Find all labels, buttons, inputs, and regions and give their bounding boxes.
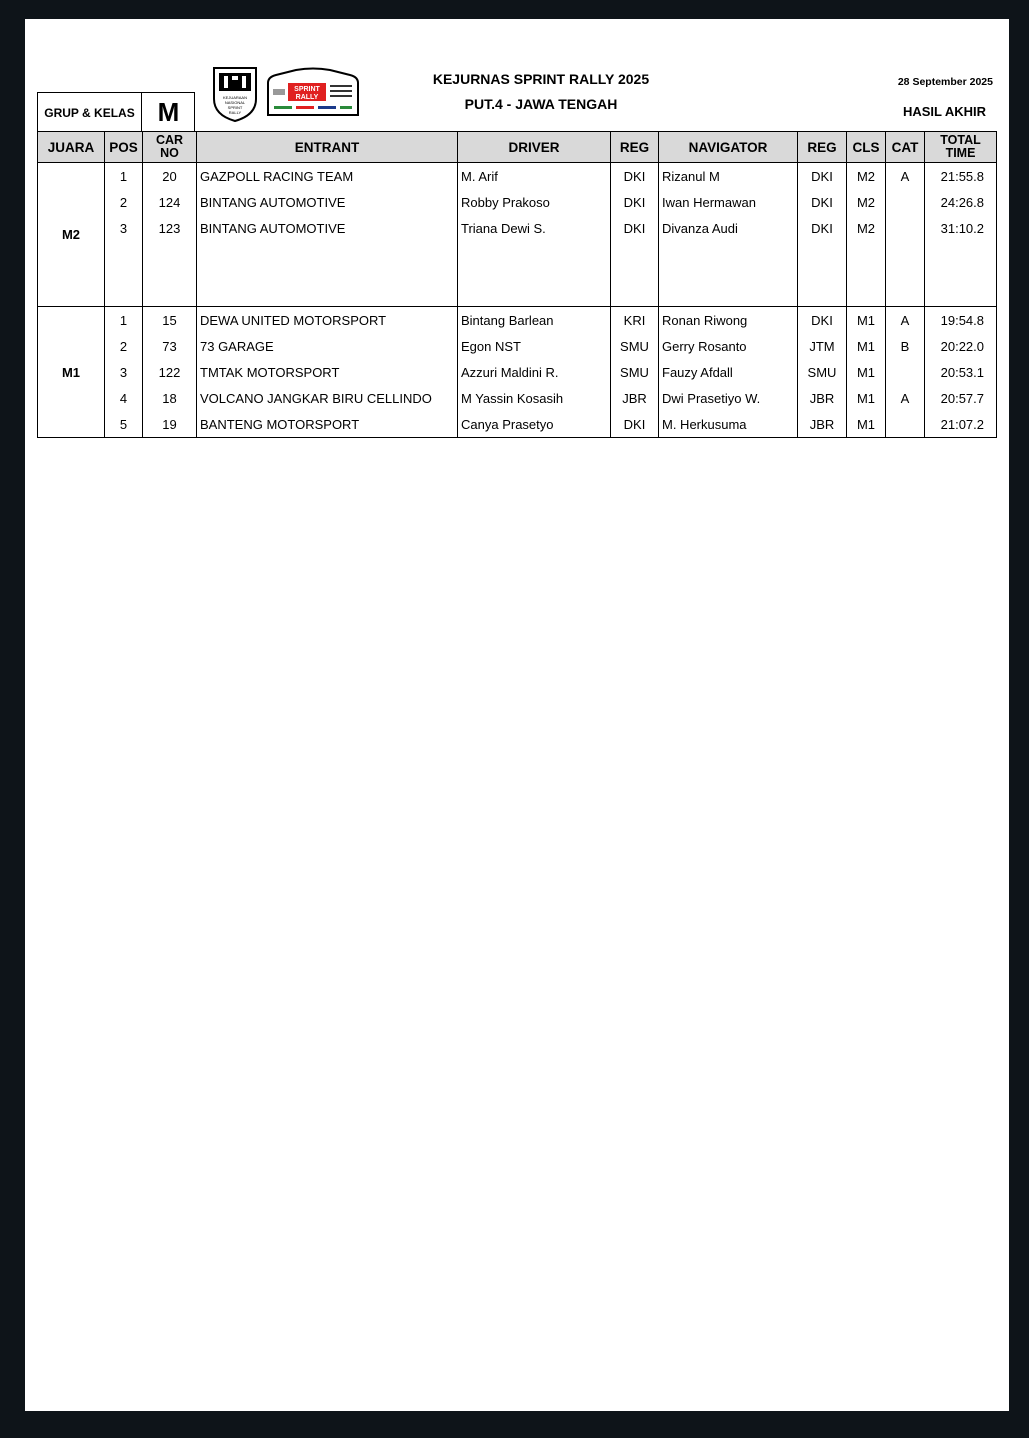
pos-cell: 3 <box>105 359 143 385</box>
entrant-cell: BANTENG MOTORSPORT <box>197 411 458 438</box>
reg-cell: SMU <box>798 359 847 385</box>
cls-cell: M1 <box>847 333 886 359</box>
cat-cell: B <box>886 333 925 359</box>
col-reg-navigator: REG <box>798 132 847 163</box>
svg-text:RALLY: RALLY <box>295 94 319 101</box>
time-cell: 21:07.2 <box>925 411 997 438</box>
svg-text:RALLY: RALLY <box>228 110 242 115</box>
car-cell: 123 <box>143 215 197 241</box>
kejurnas-logo <box>210 65 260 123</box>
navigator-cell: Iwan Hermawan <box>659 189 798 215</box>
col-navigator: NAVIGATOR <box>659 132 798 163</box>
time-cell: 21:55.8 <box>925 163 997 190</box>
time-cell: 19:54.8 <box>925 307 997 334</box>
reg-cell: DKI <box>798 163 847 190</box>
table-row <box>38 385 997 411</box>
car-cell: 20 <box>143 163 197 190</box>
table-row <box>38 215 997 241</box>
event-subtitle: PUT.4 - JAWA TENGAH <box>464 96 618 112</box>
entrant-cell: TMTAK MOTORSPORT <box>197 359 458 385</box>
driver-cell: Azzuri Maldini R. <box>458 359 611 385</box>
entrant-cell: BINTANG AUTOMOTIVE <box>197 215 458 241</box>
car-cell: 15 <box>143 307 197 334</box>
pos-cell: 1 <box>105 307 143 334</box>
pos-cell: 5 <box>105 411 143 438</box>
reg-cell: KRI <box>611 307 659 334</box>
entrant-cell: VOLCANO JANGKAR BIRU CELLINDO <box>197 385 458 411</box>
pos-cell: 2 <box>105 333 143 359</box>
juara-cell: M2 <box>38 163 105 307</box>
time-cell: 24:26.8 <box>925 189 997 215</box>
navigator-cell: M. Herkusuma <box>659 411 798 438</box>
cat-cell: A <box>886 307 925 334</box>
header-row <box>38 132 997 163</box>
pos-cell: 1 <box>105 163 143 190</box>
reg-cell: DKI <box>798 307 847 334</box>
cls-cell: M1 <box>847 385 886 411</box>
navigator-cell: Ronan Riwong <box>659 307 798 334</box>
reg-cell: JBR <box>611 385 659 411</box>
reg-cell: DKI <box>611 189 659 215</box>
grup-kelas-box <box>37 92 195 132</box>
col-pos: POS <box>105 132 143 163</box>
entrant-cell: BINTANG AUTOMOTIVE <box>197 189 458 215</box>
col-cat: CAT <box>886 132 925 163</box>
car-cell: 73 <box>143 333 197 359</box>
time-cell: 20:57.7 <box>925 385 997 411</box>
entrant-cell: 73 GARAGE <box>197 333 458 359</box>
col-juara: JUARA <box>38 132 105 163</box>
reg-cell: DKI <box>798 215 847 241</box>
car-cell: 122 <box>143 359 197 385</box>
driver-cell: Robby Prakoso <box>458 189 611 215</box>
grup-kelas-label: GRUP & KELAS <box>38 93 142 132</box>
time-cell: 20:53.1 <box>925 359 997 385</box>
driver-cell: Egon NST <box>458 333 611 359</box>
table-row <box>38 307 997 334</box>
col-reg-driver: REG <box>611 132 659 163</box>
reg-cell: DKI <box>611 411 659 438</box>
event-date: 28 September 2025 <box>897 76 993 88</box>
reg-cell: DKI <box>798 189 847 215</box>
col-car-no: CAR NO <box>143 132 197 163</box>
col-entrant: ENTRANT <box>197 132 458 163</box>
cls-cell: M1 <box>847 411 886 438</box>
cls-cell: M1 <box>847 307 886 334</box>
cat-cell: A <box>886 385 925 411</box>
navigator-cell: Rizanul M <box>659 163 798 190</box>
svg-text:SPRINT: SPRINT <box>294 86 320 93</box>
svg-text:SPRINT: SPRINT <box>227 105 243 110</box>
driver-cell: Bintang Barlean <box>458 307 611 334</box>
col-driver: DRIVER <box>458 132 611 163</box>
time-cell: 20:22.0 <box>925 333 997 359</box>
table-row <box>38 359 997 385</box>
logo-text-left: KEJUARAAN <box>222 95 248 100</box>
svg-text:NASIONAL: NASIONAL <box>224 100 246 105</box>
car-cell: 124 <box>143 189 197 215</box>
cat-cell <box>886 359 925 385</box>
entrant-cell: DEWA UNITED MOTORSPORT <box>197 307 458 334</box>
table-row <box>38 333 997 359</box>
pos-cell: 3 <box>105 215 143 241</box>
reg-cell: DKI <box>611 215 659 241</box>
results-table <box>37 131 997 438</box>
reg-cell: JBR <box>798 385 847 411</box>
entrant-cell: GAZPOLL RACING TEAM <box>197 163 458 190</box>
cat-cell <box>886 189 925 215</box>
cls-cell: M2 <box>847 189 886 215</box>
cls-cell: M2 <box>847 163 886 190</box>
driver-cell: M. Arif <box>458 163 611 190</box>
cat-cell: A <box>886 163 925 190</box>
cls-cell: M1 <box>847 359 886 385</box>
reg-cell: DKI <box>611 163 659 190</box>
cat-cell <box>886 411 925 438</box>
sprint-rally-logo <box>266 67 360 117</box>
event-title: KEJURNAS SPRINT RALLY 2025 <box>432 71 650 87</box>
reg-cell: JBR <box>798 411 847 438</box>
grup-kelas-value: M <box>157 97 180 127</box>
results-page <box>25 19 1009 1411</box>
table-spacer-row <box>38 241 997 307</box>
car-cell: 19 <box>143 411 197 438</box>
time-cell: 31:10.2 <box>925 215 997 241</box>
reg-cell: SMU <box>611 359 659 385</box>
result-label: HASIL AKHIR <box>902 104 986 119</box>
driver-cell: M Yassin Kosasih <box>458 385 611 411</box>
col-cls: CLS <box>847 132 886 163</box>
col-total-time: TOTAL TIME <box>925 132 997 163</box>
driver-cell: Canya Prasetyo <box>458 411 611 438</box>
navigator-cell: Fauzy Afdall <box>659 359 798 385</box>
navigator-cell: Dwi Prasetiyo W. <box>659 385 798 411</box>
navigator-cell: Gerry Rosanto <box>659 333 798 359</box>
pos-cell: 4 <box>105 385 143 411</box>
car-cell: 18 <box>143 385 197 411</box>
table-row <box>38 163 997 190</box>
reg-cell: JTM <box>798 333 847 359</box>
driver-cell: Triana Dewi S. <box>458 215 611 241</box>
table-row <box>38 411 997 438</box>
table-row <box>38 189 997 215</box>
pos-cell: 2 <box>105 189 143 215</box>
cls-cell: M2 <box>847 215 886 241</box>
juara-cell: M1 <box>38 307 105 438</box>
reg-cell: SMU <box>611 333 659 359</box>
navigator-cell: Divanza Audi <box>659 215 798 241</box>
cat-cell <box>886 215 925 241</box>
